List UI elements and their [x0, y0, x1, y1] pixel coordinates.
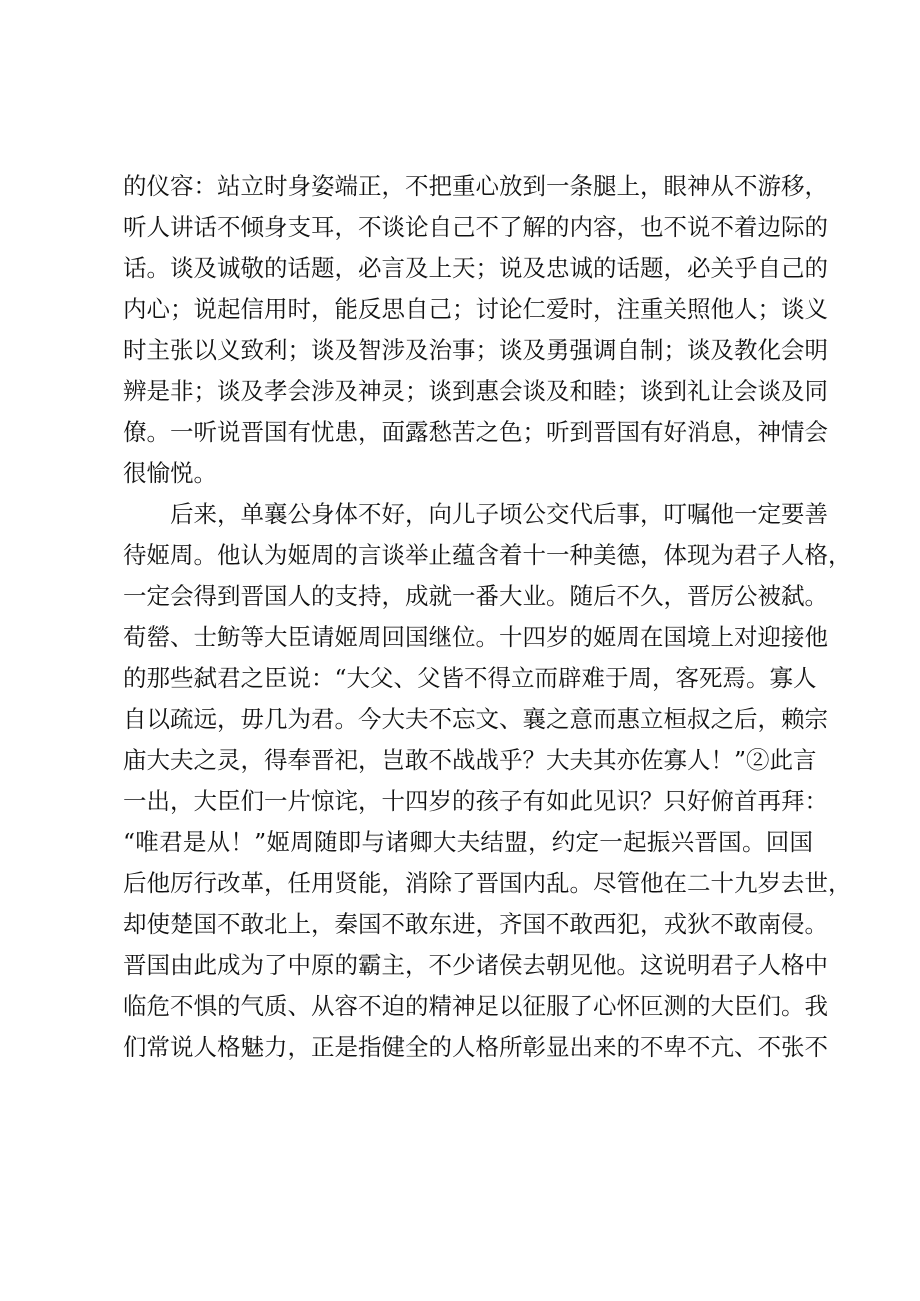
- document-body: [123, 166, 852, 1068]
- text-line: 后来，单襄公身体不好，向儿子顷公交代后事，叮嘱他一定要善: [170, 500, 828, 528]
- text-line: 的那些弑君之臣说：“大父、父皆不得立而辟难于周，客死焉。寡人: [123, 664, 817, 692]
- text-line: 听人讲话不倾身支耳，不谈论自己不了解的内容，也不说不着边际的: [123, 213, 828, 241]
- paragraph-1: [123, 166, 828, 494]
- text-line: 一定会得到晋国人的支持，成就一番大业。随后不久，晋厉公被弑。: [123, 582, 828, 610]
- text-line: 时主张以义致利；谈及智涉及治事；谈及勇强调自制；谈及教化会明: [123, 336, 828, 364]
- text-line: 辨是非；谈及孝会涉及神灵；谈到惠会谈及和睦；谈到礼让会谈及同: [123, 377, 828, 405]
- paragraph-2: [123, 494, 852, 1068]
- text-line: 话。谈及诚敬的话题，必言及上天；说及忠诚的话题，必关乎自己的: [123, 254, 828, 282]
- text-line: 荀罃、士鲂等大臣请姬周回国继位。十四岁的姬周在国境上对迎接他: [123, 623, 828, 651]
- text-line: 一出，大臣们一片惊诧，十四岁的孩子有如此见识？只好俯首再拜：: [123, 787, 828, 815]
- text-line: 晋国由此成为了中原的霸主，不少诸侯去朝见他。这说明君子人格中: [123, 951, 828, 979]
- text-line: 们常说人格魅力，正是指健全的人格所彰显出来的不卑不亢、不张不: [123, 1033, 828, 1061]
- text-line: 很愉悦。: [123, 459, 217, 487]
- text-line: 待姬周。他认为姬周的言谈举止蕴含着十一种美德，体现为君子人格，: [123, 541, 852, 569]
- text-line: 的仪容：站立时身姿端正，不把重心放到一条腿上，眼神从不游移，: [123, 172, 828, 200]
- text-line: 内心；说起信用时，能反思自己；讨论仁爱时，注重关照他人；谈义: [123, 295, 828, 323]
- text-line: 临危不惧的气质、从容不迫的精神足以征服了心怀叵测的大臣们。我: [123, 992, 828, 1020]
- text-line: 自以疏远，毋几为君。今大夫不忘文、襄之意而惠立桓叔之后，赖宗: [123, 705, 828, 733]
- text-line: “唯君是从！”姬周随即与诸卿大夫结盟，约定一起振兴晋国。回国: [123, 828, 813, 856]
- text-line: 后他厉行改革，任用贤能，消除了晋国内乱。尽管他在二十九岁去世，: [123, 869, 852, 897]
- text-line: 僚。一听说晋国有忧患，面露愁苦之色；听到晋国有好消息，神情会: [123, 418, 828, 446]
- text-line: 却使楚国不敢北上，秦国不敢东进，齐国不敢西犯，戎狄不敢南侵。: [123, 910, 828, 938]
- text-line: 庙大夫之灵，得奉晋祀，岂敢不战战乎？大夫其亦佐寡人！”②此言: [123, 746, 817, 774]
